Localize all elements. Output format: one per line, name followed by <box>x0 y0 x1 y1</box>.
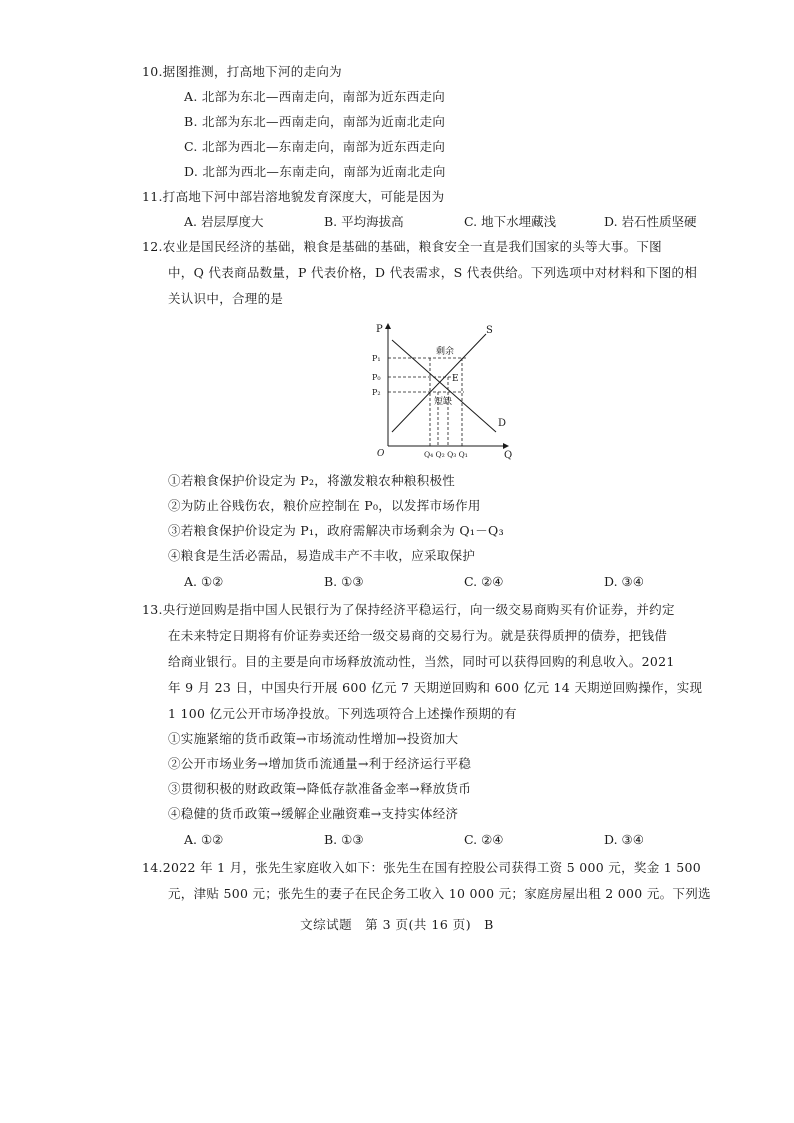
q12-statement-4: ④粮食是生活必需品，易造成丰产不丰收，应采取保护 <box>168 548 476 563</box>
q13-statement-4: ④稳健的货币政策→缓解企业融资难→支持实体经济 <box>168 806 459 821</box>
supply-demand-graph <box>368 318 516 463</box>
q12-option-c: C. ②④ <box>464 574 504 589</box>
q12-statement-3: ③若粮食保护价设定为 P₁，政府需解决市场剩余为 Q₁－Q₃ <box>168 523 504 538</box>
q13-option-a: A. ①② <box>184 832 224 847</box>
origin-label: O <box>377 449 385 459</box>
surplus-label: 剩余 <box>436 347 455 357</box>
q10-stem: 10.据图推测，打高地下河的走向为 <box>142 64 342 79</box>
q10-option-a: A. 北部为东北—西南走向，南部为近东西走向 <box>184 89 446 104</box>
q13-stem-line1: 13.央行逆回购是指中国人民银行为了保持经济平稳运行，向一级交易商购买有价证券，并约定 <box>142 602 675 617</box>
q13-stem-line3: 给商业银行。目的主要是向市场释放流动性，当然，同时可以获得回购的利息收入。2021 <box>168 654 675 669</box>
q12-option-b: B. ①③ <box>324 574 364 589</box>
demand-label: D <box>498 418 507 429</box>
p0-label: P₀ <box>372 373 381 382</box>
supply-label: S <box>486 325 493 336</box>
q13-option-c: C. ②④ <box>464 832 504 847</box>
q14-stem-line2: 元，津贴 500 元；张先生的妻子在民企务工收入 10 000 元；家庭房屋出租 2 000 元。下列选 <box>168 886 711 901</box>
q12-statement-2: ②为防止谷贱伤农，粮价应控制在 P₀，以发挥市场作用 <box>168 498 481 513</box>
q10-option-b: B. 北部为东北—西南走向，南部为近南北走向 <box>184 114 446 129</box>
q12-stem-line3: 关认识中，合理的是 <box>168 291 284 306</box>
q13-statement-1: ①实施紧缩的货币政策→市场流动性增加→投资加大 <box>168 731 459 746</box>
q12-stem-line2: 中，Q 代表商品数量，P 代表价格，D 代表需求，S 代表供给。下列选项中对材料和下图的相 <box>168 265 698 280</box>
q13-stem-line5: 1 100 亿元公开市场净投放。下列选项符合上述操作预期的有 <box>168 706 517 721</box>
q-axis-label: Q <box>504 450 513 461</box>
q-tick-labels: Q₄ Q₂ Q₃ Q₁ <box>424 450 468 459</box>
q11-option-c: C. 地下水埋藏浅 <box>464 214 557 229</box>
p1-label: P₁ <box>372 354 381 363</box>
shortage-label: 短缺 <box>434 397 453 407</box>
q12-stem-line1: 12.农业是国民经济的基础，粮食是基础的基础，粮食安全一直是我们国家的头等大事。下图 <box>142 239 662 254</box>
q13-stem-line4: 年 9 月 23 日，中国央行开展 600 亿元 7 天期逆回购和 600 亿元 14 天期逆回购操作，实现 <box>168 680 703 695</box>
q12-statement-1: ①若粮食保护价设定为 P₂，将激发粮农种粮积极性 <box>168 473 456 488</box>
q11-option-a: A. 岩层厚度大 <box>184 214 264 229</box>
q13-option-b: B. ①③ <box>324 832 364 847</box>
p-axis-label: P <box>376 324 383 335</box>
p2-label: P₂ <box>372 388 381 397</box>
q10-option-d: D. 北部为西北—东南走向，南部为近南北走向 <box>184 164 446 179</box>
q11-stem: 11.打高地下河中部岩溶地貌发育深度大，可能是因为 <box>142 189 445 204</box>
q13-stem-line2: 在未来特定日期将有价证券卖还给一级交易商的交易行为。就是获得质押的债券，把钱借 <box>168 628 668 643</box>
q13-option-d: D. ③④ <box>604 832 644 847</box>
equilibrium-label: E <box>452 374 459 384</box>
q13-statement-2: ②公开市场业务→增加货币流通量→利于经济运行平稳 <box>168 756 472 771</box>
q12-option-d: D. ③④ <box>604 574 644 589</box>
page-footer: 文综试题 第 3 页(共 16 页) B <box>300 917 494 932</box>
q11-option-d: D. 岩石性质坚硬 <box>604 214 697 229</box>
q11-option-b: B. 平均海拔高 <box>324 214 404 229</box>
q12-option-a: A. ①② <box>184 574 224 589</box>
q14-stem-line1: 14.2022 年 1 月，张先生家庭收入如下：张先生在国有控股公司获得工资 5 000 元，奖金 1 500 <box>142 860 702 875</box>
q13-statement-3: ③贯彻积极的财政政策→降低存款准备金率→释放货币 <box>168 781 472 796</box>
q10-option-c: C. 北部为西北—东南走向，南部为近东西走向 <box>184 139 446 154</box>
